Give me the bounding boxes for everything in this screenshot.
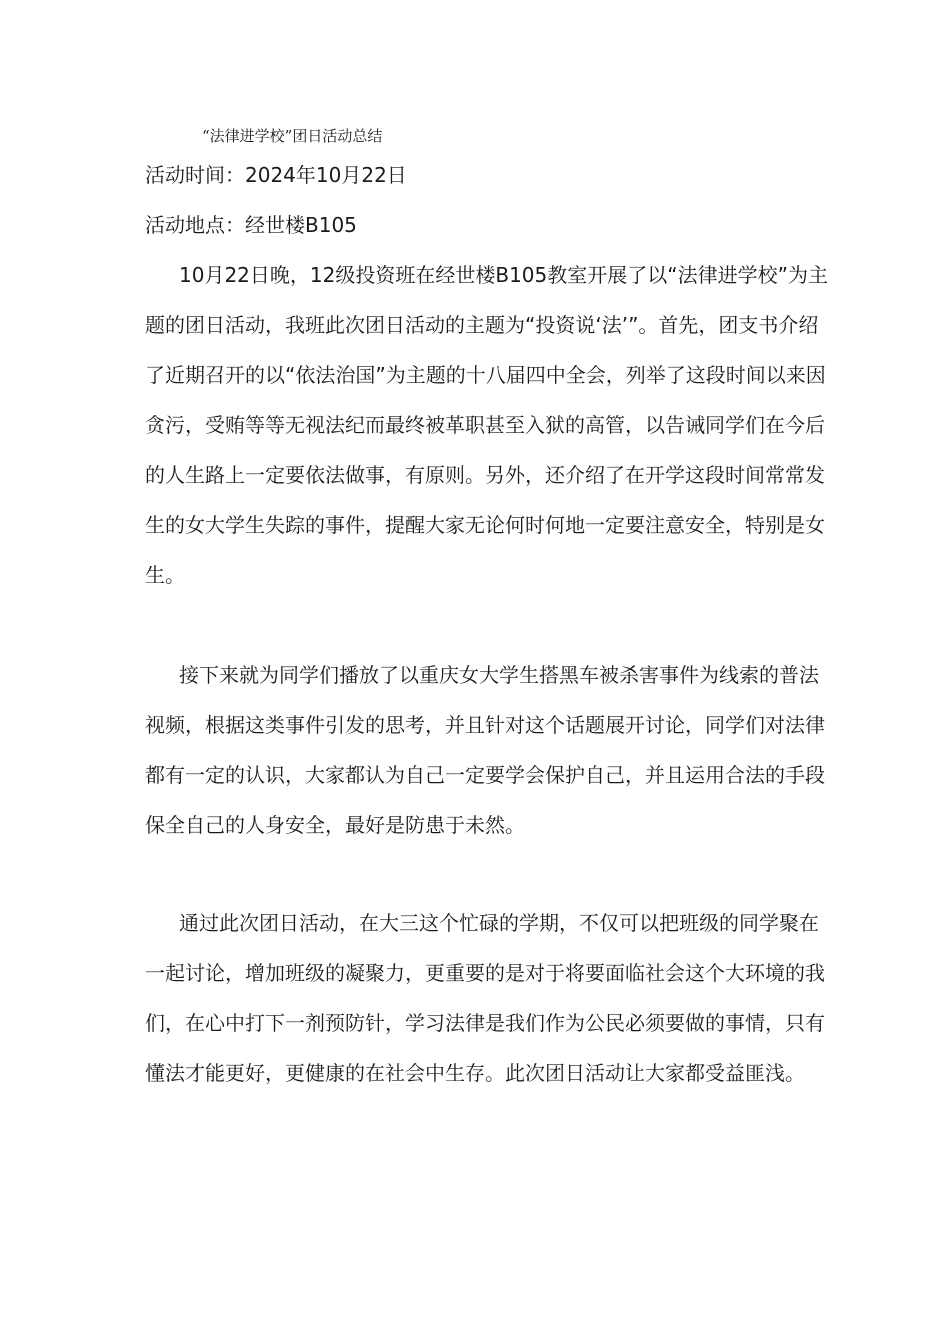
body-paragraph: 接下来就为同学们播放了以重庆女大学生搭黑车被杀害事件为线索的普法视频，根据这类事件引发的思考，并且针对这个话题展开讨论，同学们对法律都有一定的认识，大家都认为自己一定要学会保护自己，并且运用合法的手段保全自己的人身安全，最好是防患于未然。 [145,663,825,837]
document-title: “法律进学校”团日活动总结 [202,127,383,145]
activity-time-value: 2024年10月22日 [245,163,407,187]
body-paragraph: 通过此次团日活动，在大三这个忙碌的学期，不仅可以把班级的同学聚在一起讨论，增加班级的凝聚力，更重要的是对于将要面临社会这个大环境的我们，在心中打下一剂预防针，学习法律是我们作为公民必须要做的事情，只有懂法才能更好，更健康的在社会中生存。此次团日活动让大家都受益匪浅。 [145,911,825,1085]
activity-place [145,211,357,239]
body-paragraph: 10月22日晚，12级投资班在经世楼B105教室开展了以“法律进学校”为主题的团日活动，我班此次团日活动的主题为“投资说‘法’”。首先，团支书介绍了近期召开的以“依法治国”为主题的十八届四中全会，列举了这段时间以来因贪污，受贿等等无视法纪而最终被革职甚至入狱的高管，以告诫同学们在今后的人生路上一定要依法做事，有原则。另外，还介绍了在开学这段时间常常发生的女大学生失踪的事件，提醒大家无论何时何地一定要注意安全，特别是女生。 [145,263,828,587]
activity-time [145,161,407,189]
activity-place-label: 活动地点： [145,213,245,237]
activity-time-label: 活动时间： [145,163,245,187]
activity-place-value: 经世楼B105 [245,213,357,237]
